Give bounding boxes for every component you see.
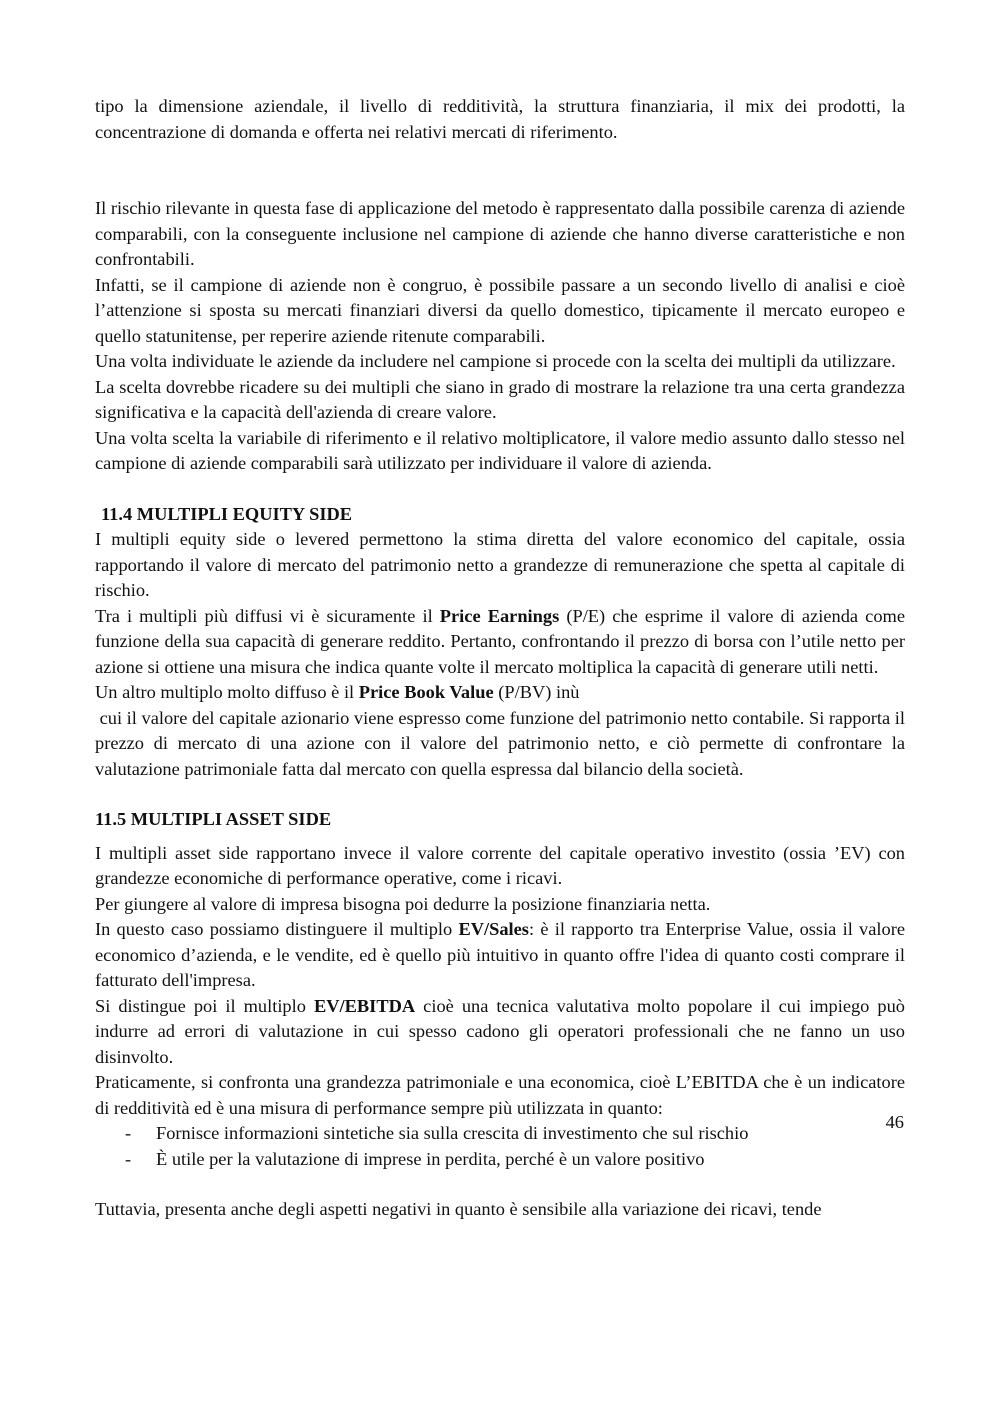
paragraph: La scelta dovrebbe ricadere su dei multipli che siano in grado di mostrare la relazione tra una certa grandezza significativa e la capacità dell'azienda di creare valore.	[95, 376, 905, 422]
paragraph: Una volta individuate le aziende da includere nel campione si procede con la scelta dei multipli da utilizzare.	[95, 351, 896, 371]
bullet-marker: -	[125, 1148, 132, 1169]
paragraph: Tuttavia, presenta anche degli aspetti negativi in quanto è sensibile alla variazione dei ricavi, tende	[95, 1199, 822, 1219]
paragraph: cui il valore del capitale azionario viene espresso come funzione del patrimonio netto contabile. Si rapporta il prezzo di mercato di una azione con il valore del patrimonio netto, e ciò permette di confrontare la valutazione patrimoniale fatta dal mercato con quella espressa dal bilancio della società.	[95, 707, 910, 779]
paragraph: Praticamente, si confronta una grandezza patrimoniale e una economica, cioè L’EBITDA che è un indicatore di redditività ed è una misura di performance sempre più utilizzata in quanto:	[95, 1072, 905, 1118]
bullet-list	[95, 1121, 905, 1172]
document-page	[95, 94, 910, 1223]
paragraph: I multipli asset side rapportano invece il valore corrente del capitale operativo investito (ossia ’EV) con grandezze economiche di performance operative, come i ricavi.	[95, 842, 905, 888]
term-ev-sales: EV/Sales	[458, 919, 529, 939]
term-ev-ebitda: EV/EBITDA	[313, 995, 416, 1016]
paragraph: I multipli equity side o levered permettono la stima diretta del valore economico del capitale, ossia rapportando il valore di mercato del patrimonio netto a grandezze di remunerazione che spetta al capitale di rischio.	[95, 529, 905, 600]
term-price-book-value: Price Book Value	[358, 682, 494, 702]
paragraph: Una volta scelta la variabile di riferimento e il relativo moltiplicatore, il valore medio assunto dallo stesso nel campione di aziende comparabili sarà utilizzato per individuare il valore di azienda.	[95, 427, 905, 473]
list-item: - È utile per la valutazione di imprese in perdita, perché è un valore positivo	[125, 1147, 905, 1173]
paragraph: Infatti, se il campione di aziende non è congruo, è possibile passare a un secondo livello di analisi e cioè l’attenzione si sposta su mercati finanziari diversi da quello domestico, tipicamente il mercato europeo e quello statunitense, per reperire aziende ritenute comparabili.	[95, 274, 905, 346]
paragraph: Si distingue poi il multiplo EV/EBITDA cioè una tecnica valutativa molto popolare il cui impiego può indurre ad errori di valutazione in cui spesso cadono gli operatori professionali che ne fanno un uso disinvolto.	[95, 995, 905, 1067]
list-item: - Fornisce informazioni sintetiche sia sulla crescita di investimento che sul rischio	[125, 1121, 905, 1147]
paragraph: Per giungere al valore di impresa bisogna poi dedurre la posizione finanziaria netta.	[95, 893, 711, 914]
paragraph: tipo la dimensione aziendale, il livello di redditività, la struttura finanziaria, il mix dei prodotti, la concentrazione di domanda e offerta nei relativi mercati di riferimento.	[95, 96, 905, 142]
paragraph: Tra i multipli più diffusi vi è sicuramente il Price Earnings (P/E) che esprime il valore di azienda come funzione della sua capacità di generare reddito. Pertanto, confrontando il prezzo di borsa con l’utile netto per azione si ottiene una misura che indica quante volte il mercato moltiplica la capacità di generare utili netti.	[95, 605, 905, 677]
term-price-earnings: Price Earnings	[439, 605, 560, 626]
page-number: 46	[885, 1112, 904, 1132]
paragraph: Un altro multiplo molto diffuso è il Price Book Value (P/BV) inù	[95, 682, 580, 702]
paragraph: In questo caso possiamo distinguere il multiplo EV/Sales: è il rapporto tra Enterprise Value, ossia il valore economico d’azienda, e le vendite, ed è quello più intuitivo in quanto offre l'idea di quanto costi comprare il fatturato dell'impresa.	[95, 919, 905, 990]
paragraph: Il rischio rilevante in questa fase di applicazione del metodo è rappresentato dalla possibile carenza di aziende comparabili, con la conseguente inclusione nel campione di aziende che hanno diverse caratteristiche e non confrontabili.	[95, 198, 905, 269]
section-heading-asset: 11.5 MULTIPLI ASSET SIDE	[95, 809, 332, 829]
section-heading-equity: 11.4 MULTIPLI EQUITY SIDE	[101, 503, 353, 524]
bullet-marker: -	[125, 1123, 132, 1143]
